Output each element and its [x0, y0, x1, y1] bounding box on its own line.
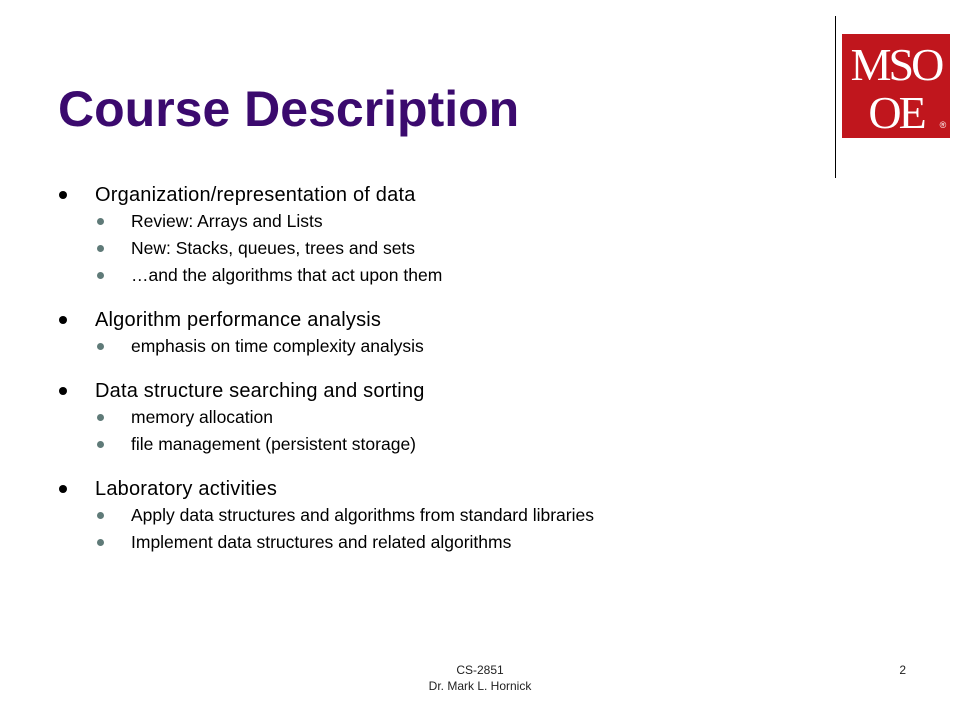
- sub-bullet-text: file management (persistent storage): [131, 434, 416, 454]
- logo-line-2: OE: [868, 87, 924, 138]
- sub-bullet-text: Review: Arrays and Lists: [131, 211, 323, 231]
- sub-bullet-item: [95, 502, 830, 529]
- vertical-divider: [835, 16, 836, 178]
- bullet-item: [0, 307, 830, 360]
- logo-line-1: MSO: [850, 39, 942, 90]
- sub-bullet-list: [95, 502, 830, 556]
- sub-bullet-item: [95, 529, 830, 556]
- sub-bullet-item: [95, 208, 830, 235]
- footer-info: [380, 662, 580, 694]
- sub-bullet-item: [95, 431, 830, 458]
- sub-bullet-item: [95, 262, 830, 289]
- sub-bullet-text: Apply data structures and algorithms from standard libraries: [131, 505, 594, 525]
- sub-bullet-text: emphasis on time complexity analysis: [131, 336, 424, 356]
- sub-bullet-item: [95, 404, 830, 431]
- bullet-dot-icon: [59, 316, 67, 324]
- bullet-list: [0, 182, 830, 574]
- bullet-text: Algorithm performance analysis: [95, 309, 382, 331]
- sub-bullet-dot-icon: [97, 343, 104, 350]
- bullet-dot-icon: [59, 191, 67, 199]
- bullet-item: [0, 476, 830, 556]
- sub-bullet-dot-icon: [97, 414, 104, 421]
- sub-bullet-item: [95, 333, 830, 360]
- bullet-text: Organization/representation of data: [95, 184, 416, 206]
- bullet-dot-icon: [59, 387, 67, 395]
- sub-bullet-list: [95, 333, 830, 360]
- bullet-dot-icon: [59, 485, 67, 493]
- bullet-item: [0, 182, 830, 289]
- sub-bullet-dot-icon: [97, 218, 104, 225]
- sub-bullet-text: …and the algorithms that act upon them: [131, 265, 443, 285]
- slide-title: Course Description: [58, 81, 520, 137]
- sub-bullet-text: Implement data structures and related algorithms: [131, 532, 512, 552]
- bullet-text: Laboratory activities: [95, 478, 278, 500]
- registered-mark: ®: [939, 120, 947, 130]
- sub-bullet-dot-icon: [97, 539, 104, 546]
- footer-author: Dr. Mark L. Hornick: [428, 679, 532, 693]
- sub-bullet-text: New: Stacks, queues, trees and sets: [131, 238, 416, 258]
- bullet-text: Data structure searching and sorting: [95, 380, 425, 402]
- sub-bullet-dot-icon: [97, 272, 104, 279]
- sub-bullet-dot-icon: [97, 441, 104, 448]
- bullet-item: [0, 378, 830, 458]
- sub-bullet-list: [95, 208, 830, 289]
- footer-course: CS-2851: [456, 663, 504, 677]
- page-number: 2: [899, 663, 906, 677]
- sub-bullet-dot-icon: [97, 245, 104, 252]
- sub-bullet-list: [95, 404, 830, 458]
- sub-bullet-dot-icon: [97, 512, 104, 519]
- msoe-logo: [842, 34, 950, 138]
- sub-bullet-item: [95, 235, 830, 262]
- msoe-logo-mark: [842, 34, 950, 138]
- sub-bullet-text: memory allocation: [131, 407, 273, 427]
